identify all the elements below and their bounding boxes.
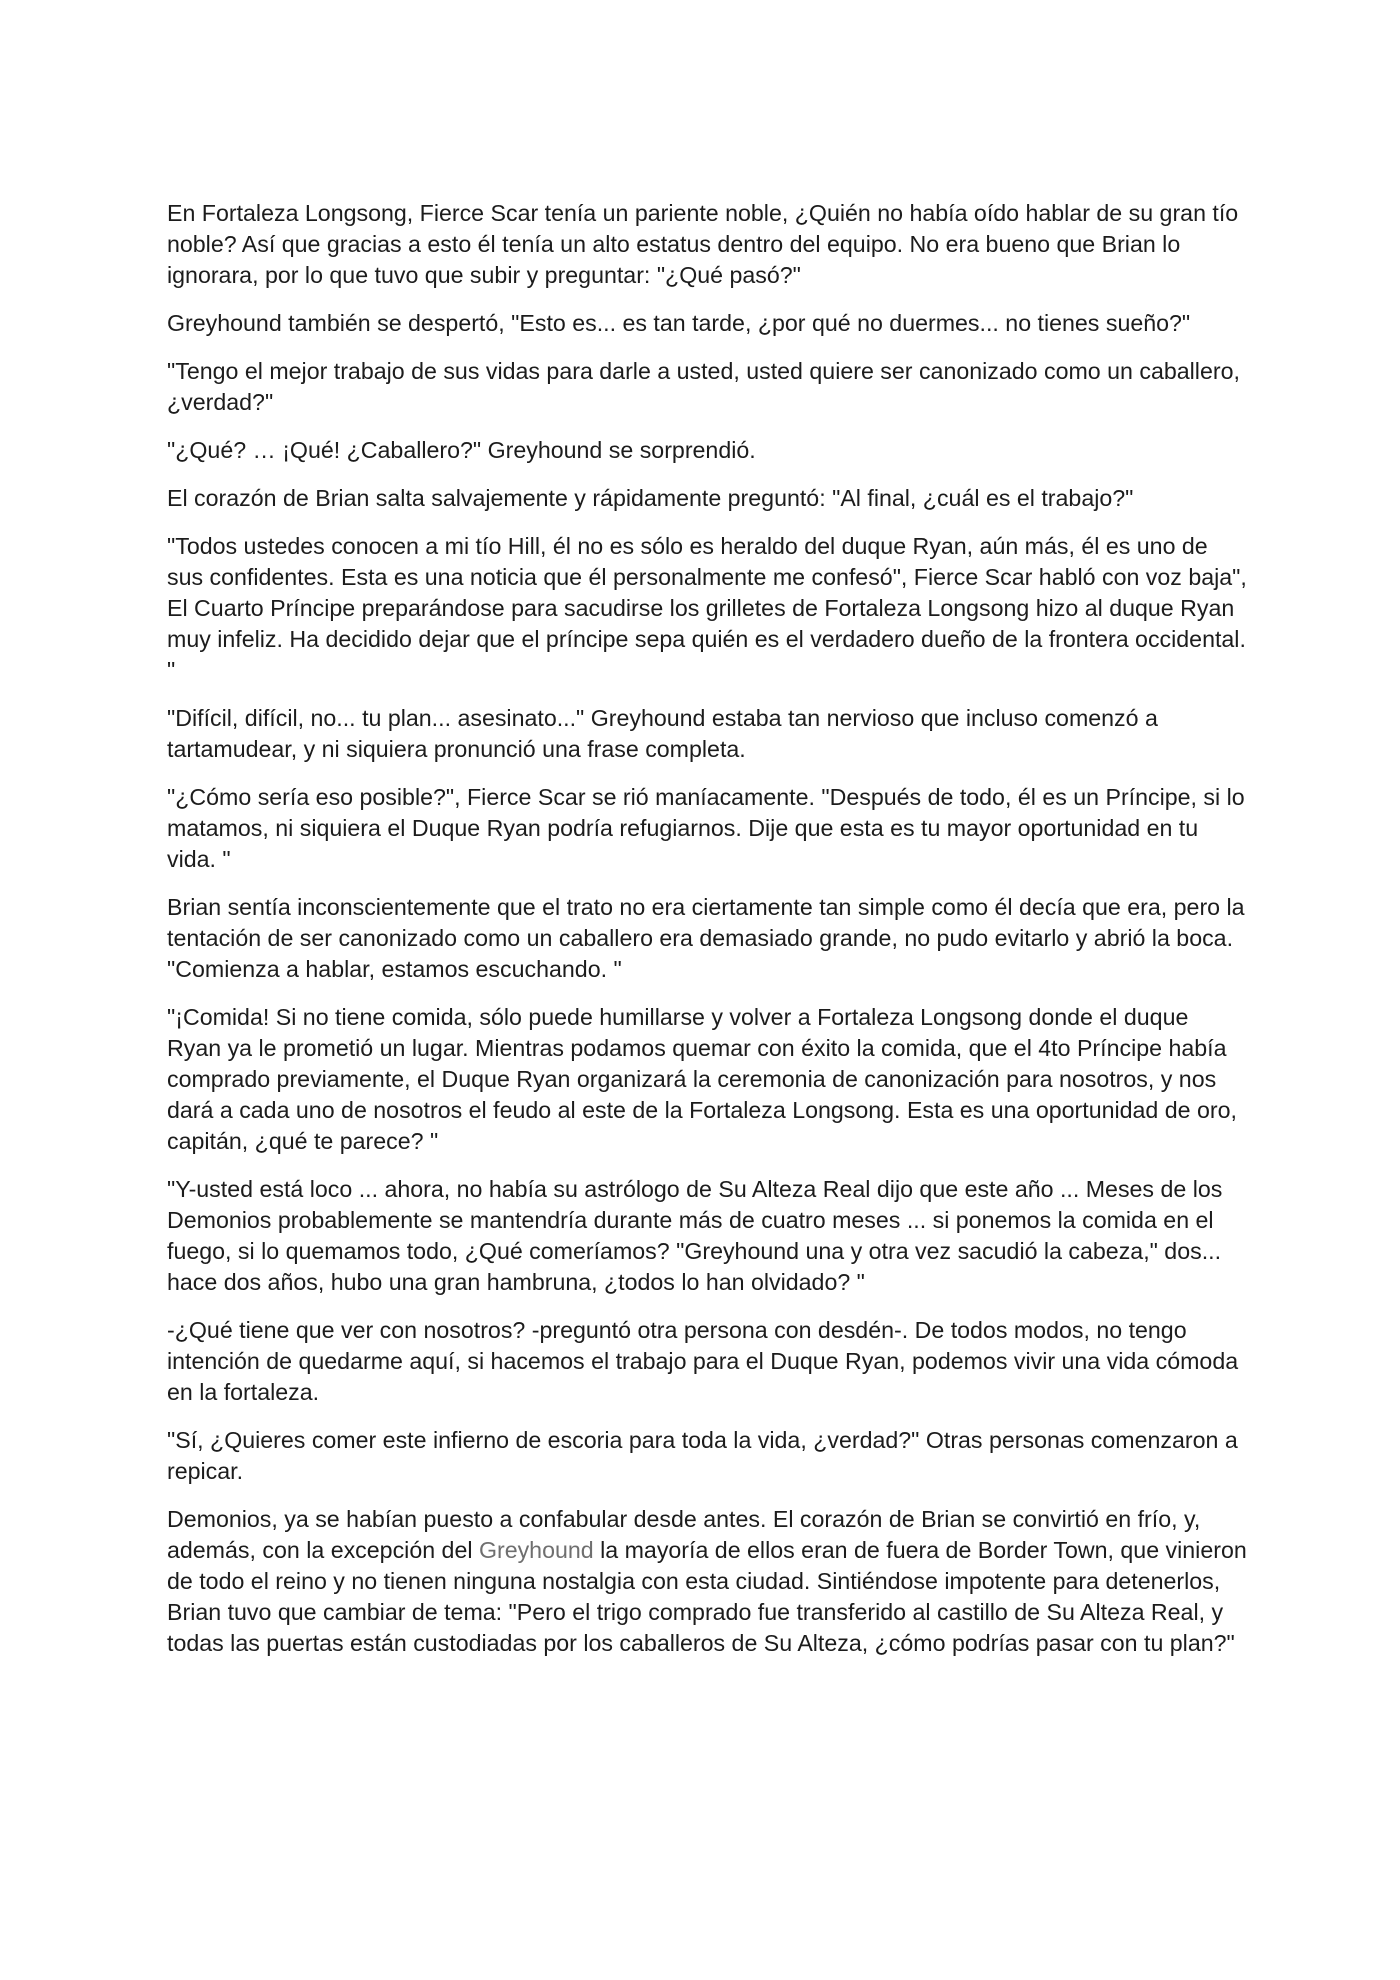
paragraph-7: "Difícil, difícil, no... tu plan... asesinato..." Greyhound estaba tan nervioso que incluso comenzó a tartamudear, y ni siquiera pronunció una frase completa.: [167, 705, 1158, 762]
paragraph-4: "¿Qué? … ¡Qué! ¿Caballero?" Greyhound se sorprendió.: [167, 437, 756, 463]
paragraph-6: "Todos ustedes conocen a mi tío Hill, él no es sólo es heraldo del duque Ryan, aún más, él es uno de sus confidentes. Esta es una noticia que él personalmente me confesó", Fierce Scar habló con voz baja", El Cuarto Príncipe preparándose para sacudirse los grilletes de Fortaleza Longsong hizo al duque Ryan muy infeliz. Ha decidido dejar que el príncipe sepa quién es el verdadero dueño de la frontera occidental. ": [167, 533, 1247, 683]
highlighted-name: Greyhound: [478, 1537, 594, 1563]
paragraph-14-text-after: la mayoría de ellos eran de fuera de Border Town, que vinieron de todo el reino y no tienen ninguna nostalgia con esta ciudad. Sintiéndose impotente para detenerlos, Brian tuvo que cambiar de tema: "Pero el trigo comprado fue transferido al castillo de Su Alteza Real, y todas las puertas están custodiadas por los caballeros de Su Alteza, ¿cómo podrías pasar con tu plan?": [167, 1537, 1247, 1656]
paragraph-3: "Tengo el mejor trabajo de sus vidas para darle a usted, usted quiere ser canonizado como un caballero, ¿verdad?": [167, 358, 1240, 415]
paragraph-14-text-before: Demonios, ya se habían puesto a confabular desde antes. El corazón de Brian se convirtió en frío, y, además, con la excepción del: [167, 1506, 1201, 1563]
document-body: [167, 198, 1247, 1676]
paragraph-2: Greyhound también se despertó, "Esto es... es tan tarde, ¿por qué no duermes... no tienes sueño?": [167, 310, 1191, 336]
paragraph-10: "¡Comida! Si no tiene comida, sólo puede humillarse y volver a Fortaleza Longsong donde el duque Ryan ya le prometió un lugar. Mientras podamos quemar con éxito la comida, que el 4to Príncipe había comprado previamente, el Duque Ryan organizará la ceremonia de canonización para nosotros, y nos dará a cada uno de nosotros el feudo al este de la Fortaleza Longsong. Esta es una oportunidad de oro, capitán, ¿qué te parece? ": [167, 1004, 1237, 1154]
paragraph-9: Brian sentía inconscientemente que el trato no era ciertamente tan simple como él decía que era, pero la tentación de ser canonizado como un caballero era demasiado grande, no pudo evitarlo y abrió la boca. "Comienza a hablar, estamos escuchando. ": [167, 894, 1245, 982]
paragraph-11: "Y-usted está loco ... ahora, no había su astrólogo de Su Alteza Real dijo que este año ... Meses de los Demonios probablemente se mantendría durante más de cuatro meses ... si ponemos la comida en el fuego, si lo quemamos todo, ¿Qué comeríamos? "Greyhound una y otra vez sacudió la cabeza," dos... hace dos años, hubo una gran hambruna, ¿todos lo han olvidado? ": [167, 1176, 1223, 1295]
paragraph-1: En Fortaleza Longsong, Fierce Scar tenía un pariente noble, ¿Quién no había oído hablar de su gran tío noble? Así que gracias a esto él tenía un alto estatus dentro del equipo. No era bueno que Brian lo ignorara, por lo que tuvo que subir y preguntar: "¿Qué pasó?": [167, 200, 1239, 288]
paragraph-12: -¿Qué tiene que ver con nosotros? -preguntó otra persona con desdén-. De todos modos, no tengo intención de quedarme aquí, si hacemos el trabajo para el Duque Ryan, podemos vivir una vida cómoda en la fortaleza.: [167, 1317, 1239, 1405]
paragraph-13: "Sí, ¿Quieres comer este infierno de escoria para toda la vida, ¿verdad?" Otras personas comenzaron a repicar.: [167, 1427, 1238, 1484]
paragraph-5: El corazón de Brian salta salvajemente y rápidamente preguntó: "Al final, ¿cuál es el trabajo?": [167, 485, 1134, 511]
paragraph-8: "¿Cómo sería eso posible?", Fierce Scar se rió maníacamente. "Después de todo, él es un Príncipe, si lo matamos, ni siquiera el Duque Ryan podría refugiarnos. Dije que esta es tu mayor oportunidad en tu vida. ": [167, 784, 1245, 872]
paragraph-14: [167, 1504, 1247, 1659]
